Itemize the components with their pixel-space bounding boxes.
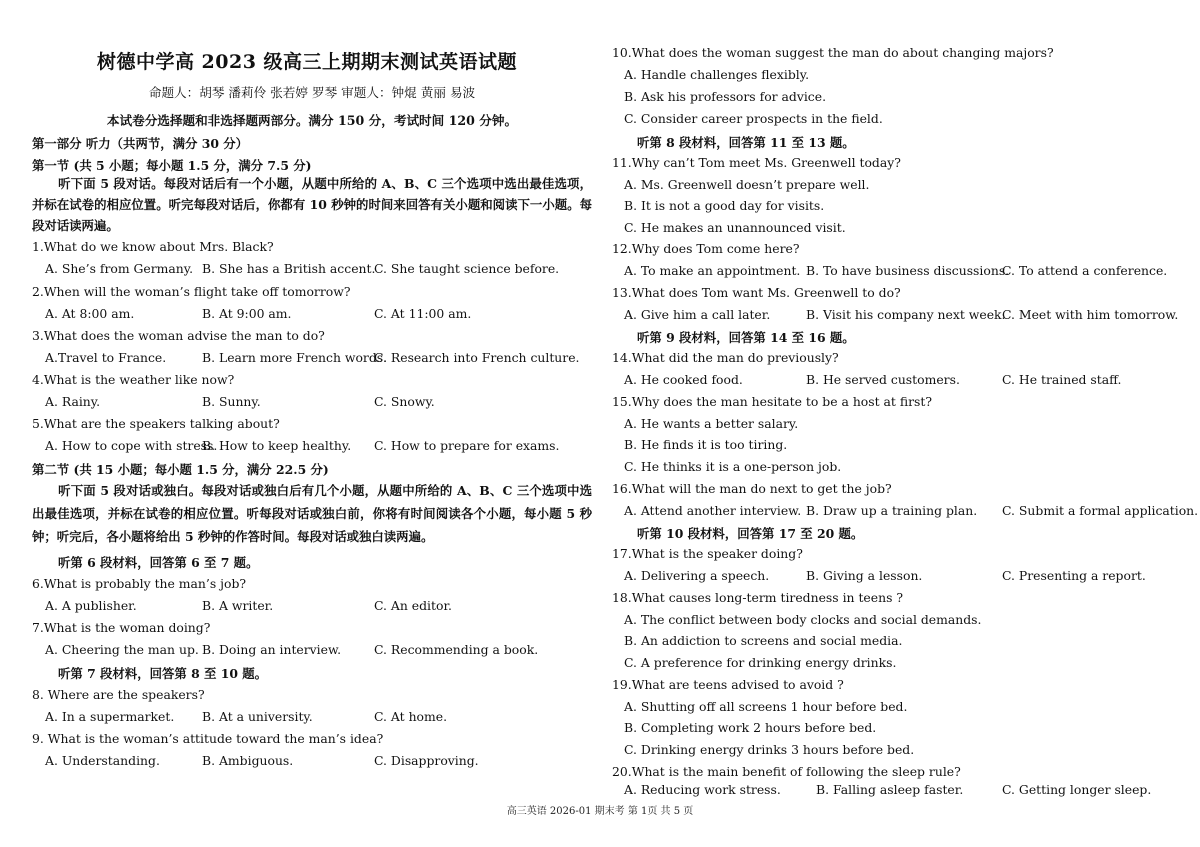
question-17-option-b[interactable]: B. Giving a lesson. bbox=[806, 568, 923, 583]
section1-instructions-text: 听下面 5 段对话。每段对话后有一个小题，从题中所给的 A、B、C 三个选项中选出最佳选项，并标在试卷的相应位置。听完每段对话后，你都有 10 秒钟的时间来回答有关小题和阅读下一小题。每段对话读两遍。 bbox=[32, 176, 592, 233]
question-20-option-a[interactable]: A. Reducing work stress. bbox=[624, 782, 781, 797]
question-6-option-a[interactable]: A. A publisher. bbox=[45, 598, 137, 613]
question-17-stem: 17.What is the speaker doing? bbox=[612, 546, 803, 561]
question-11-stem: 11.Why can’t Tom meet Ms. Greenwell today? bbox=[612, 155, 901, 170]
question-3-option-c[interactable]: C. Research into French culture. bbox=[374, 350, 580, 365]
question-14-option-a[interactable]: A. He cooked food. bbox=[624, 372, 743, 387]
exam-title: 树德中学高 2023 级高三上期期末测试英语试题 bbox=[96, 51, 518, 73]
question-3-option-b[interactable]: B. Learn more French words. bbox=[202, 350, 388, 365]
question-13-option-a[interactable]: A. Give him a call later. bbox=[624, 307, 771, 322]
question-8-stem: 8. Where are the speakers? bbox=[32, 687, 205, 702]
question-15-option-c[interactable]: C. He thinks it is a one-person job. bbox=[624, 459, 842, 474]
question-16-stem: 16.What will the man do next to get the job? bbox=[612, 481, 892, 496]
material-6-heading: 听第 6 段材料，回答第 6 至 7 题。 bbox=[58, 555, 259, 570]
question-11-option-b[interactable]: B. It is not a good day for visits. bbox=[624, 198, 825, 213]
page-footer: 高三英语 2026-01 期末考 第 1页 共 5 页 bbox=[506, 806, 694, 817]
question-3-option-a[interactable]: A.Travel to France. bbox=[45, 350, 167, 365]
question-13-option-b[interactable]: B. Visit his company next week. bbox=[806, 307, 1006, 322]
question-9-option-b[interactable]: B. Ambiguous. bbox=[202, 753, 294, 768]
material-7-heading: 听第 7 段材料，回答第 8 至 10 题。 bbox=[58, 666, 268, 681]
question-1-option-b[interactable]: B. She has a British accent. bbox=[202, 261, 376, 276]
question-19-option-c[interactable]: C. Drinking energy drinks 3 hours before bed. bbox=[624, 742, 915, 757]
question-7-option-a[interactable]: A. Cheering the man up. bbox=[45, 642, 199, 657]
question-12-stem: 12.Why does Tom come here? bbox=[612, 241, 800, 256]
question-18-option-b[interactable]: B. An addiction to screens and social media. bbox=[624, 633, 903, 648]
material-8-heading: 听第 8 段材料，回答第 11 至 13 题。 bbox=[637, 135, 855, 150]
question-20-stem: 20.What is the main benefit of following the sleep rule? bbox=[612, 764, 961, 779]
question-9-option-c[interactable]: C. Disapproving. bbox=[374, 753, 479, 768]
question-16-option-a[interactable]: A. Attend another interview. bbox=[624, 503, 802, 518]
question-4-option-a[interactable]: A. Rainy. bbox=[45, 394, 101, 409]
question-6-stem: 6.What is probably the man’s job? bbox=[32, 576, 247, 591]
question-6-option-b[interactable]: B. A writer. bbox=[202, 598, 274, 613]
exam-authors: 命题人：胡琴 潘莉伶 张若婷 罗琴 审题人：钟焜 黄丽 易波 bbox=[148, 85, 476, 100]
question-10-option-c[interactable]: C. Consider career prospects in the field. bbox=[624, 111, 883, 126]
question-15-stem: 15.Why does the man hesitate to be a host at first? bbox=[612, 394, 933, 409]
question-17-option-c[interactable]: C. Presenting a report. bbox=[1002, 568, 1146, 583]
question-20-option-c[interactable]: C. Getting longer sleep. bbox=[1002, 782, 1152, 797]
question-7-stem: 7.What is the woman doing? bbox=[32, 620, 211, 635]
question-9-option-a[interactable]: A. Understanding. bbox=[45, 753, 160, 768]
question-5-option-a[interactable]: A. How to cope with stress. bbox=[45, 438, 218, 453]
section1-instructions bbox=[32, 173, 592, 236]
question-11-option-a[interactable]: A. Ms. Greenwell doesn’t prepare well. bbox=[624, 177, 870, 192]
question-1-option-a[interactable]: A. She’s from Germany. bbox=[45, 261, 194, 276]
question-11-option-c[interactable]: C. He makes an unannounced visit. bbox=[624, 220, 846, 235]
question-12-option-c[interactable]: C. To attend a conference. bbox=[1002, 263, 1168, 278]
question-15-option-a[interactable]: A. He wants a better salary. bbox=[624, 416, 799, 431]
section2-instructions-text: 听下面 5 段对话或独白。每段对话或独白后有几个小题，从题中所给的 A、B、C 三个选项中选出最佳选项，并标在试卷的相应位置。听每段对话或独白前，你将有时间阅读各个小题，每小题 5 秒钟；听完后，各小题将给出 5 秒钟的作答时间。每段对话或独白读两遍。 bbox=[32, 483, 592, 544]
question-2-option-c[interactable]: C. At 11:00 am. bbox=[374, 306, 472, 321]
question-5-option-b[interactable]: B. How to keep healthy. bbox=[202, 438, 352, 453]
question-5-option-c[interactable]: C. How to prepare for exams. bbox=[374, 438, 560, 453]
question-19-option-b[interactable]: B. Completing work 2 hours before bed. bbox=[624, 720, 877, 735]
question-20-option-b[interactable]: B. Falling asleep faster. bbox=[816, 782, 964, 797]
question-10-option-b[interactable]: B. Ask his professors for advice. bbox=[624, 89, 827, 104]
question-8-option-a[interactable]: A. In a supermarket. bbox=[45, 709, 175, 724]
question-16-option-b[interactable]: B. Draw up a training plan. bbox=[806, 503, 978, 518]
question-7-option-b[interactable]: B. Doing an interview. bbox=[202, 642, 342, 657]
question-4-option-b[interactable]: B. Sunny. bbox=[202, 394, 261, 409]
question-16-option-c[interactable]: C. Submit a formal application. bbox=[1002, 503, 1199, 518]
question-19-stem: 19.What are teens advised to avoid ? bbox=[612, 677, 844, 692]
material-9-heading: 听第 9 段材料，回答第 14 至 16 题。 bbox=[637, 330, 855, 345]
question-1-stem: 1.What do we know about Mrs. Black? bbox=[32, 239, 274, 254]
question-18-option-c[interactable]: C. A preference for drinking energy drinks. bbox=[624, 655, 897, 670]
question-2-option-a[interactable]: A. At 8:00 am. bbox=[45, 306, 135, 321]
question-10-option-a[interactable]: A. Handle challenges flexibly. bbox=[624, 67, 810, 82]
question-6-option-c[interactable]: C. An editor. bbox=[374, 598, 452, 613]
question-19-option-a[interactable]: A. Shutting off all screens 1 hour before bed. bbox=[624, 699, 908, 714]
question-12-option-b[interactable]: B. To have business discussions. bbox=[806, 263, 1010, 278]
exam-intro: 本试卷分选择题和非选择题两部分。满分 150 分，考试时间 120 分钟。 bbox=[106, 113, 518, 128]
question-4-stem: 4.What is the weather like now? bbox=[32, 372, 235, 387]
question-14-option-c[interactable]: C. He trained staff. bbox=[1002, 372, 1122, 387]
question-5-stem: 5.What are the speakers talking about? bbox=[32, 416, 280, 431]
question-1-option-c[interactable]: C. She taught science before. bbox=[374, 261, 560, 276]
question-8-option-b[interactable]: B. At a university. bbox=[202, 709, 313, 724]
question-8-option-c[interactable]: C. At home. bbox=[374, 709, 448, 724]
question-7-option-c[interactable]: C. Recommending a book. bbox=[374, 642, 539, 657]
question-10-stem: 10.What does the woman suggest the man do about changing majors? bbox=[612, 45, 1054, 60]
part1-heading: 第一部分 听力（共两节，满分 30 分） bbox=[32, 136, 249, 151]
question-2-option-b[interactable]: B. At 9:00 am. bbox=[202, 306, 292, 321]
question-17-option-a[interactable]: A. Delivering a speech. bbox=[624, 568, 770, 583]
question-4-option-c[interactable]: C. Snowy. bbox=[374, 394, 435, 409]
question-18-option-a[interactable]: A. The conflict between body clocks and social demands. bbox=[624, 612, 982, 627]
material-10-heading: 听第 10 段材料，回答第 17 至 20 题。 bbox=[637, 526, 864, 541]
question-15-option-b[interactable]: B. He finds it is too tiring. bbox=[624, 437, 788, 452]
question-2-stem: 2.When will the woman’s flight take off tomorrow? bbox=[32, 284, 351, 299]
section2-heading: 第二节 (共 15 小题；每小题 1.5 分，满分 22.5 分) bbox=[32, 462, 329, 477]
question-14-stem: 14.What did the man do previously? bbox=[612, 350, 839, 365]
question-13-option-c[interactable]: C. Meet with him tomorrow. bbox=[1002, 307, 1179, 322]
question-18-stem: 18.What causes long-term tiredness in teens ? bbox=[612, 590, 904, 605]
question-14-option-b[interactable]: B. He served customers. bbox=[806, 372, 960, 387]
question-13-stem: 13.What does Tom want Ms. Greenwell to do? bbox=[612, 285, 901, 300]
section2-instructions bbox=[32, 479, 592, 548]
question-9-stem: 9. What is the woman’s attitude toward the man’s idea? bbox=[32, 731, 384, 746]
question-3-stem: 3.What does the woman advise the man to do? bbox=[32, 328, 325, 343]
question-12-option-a[interactable]: A. To make an appointment. bbox=[624, 263, 801, 278]
section1-heading: 第一节 (共 5 小题；每小题 1.5 分，满分 7.5 分) bbox=[32, 158, 312, 173]
